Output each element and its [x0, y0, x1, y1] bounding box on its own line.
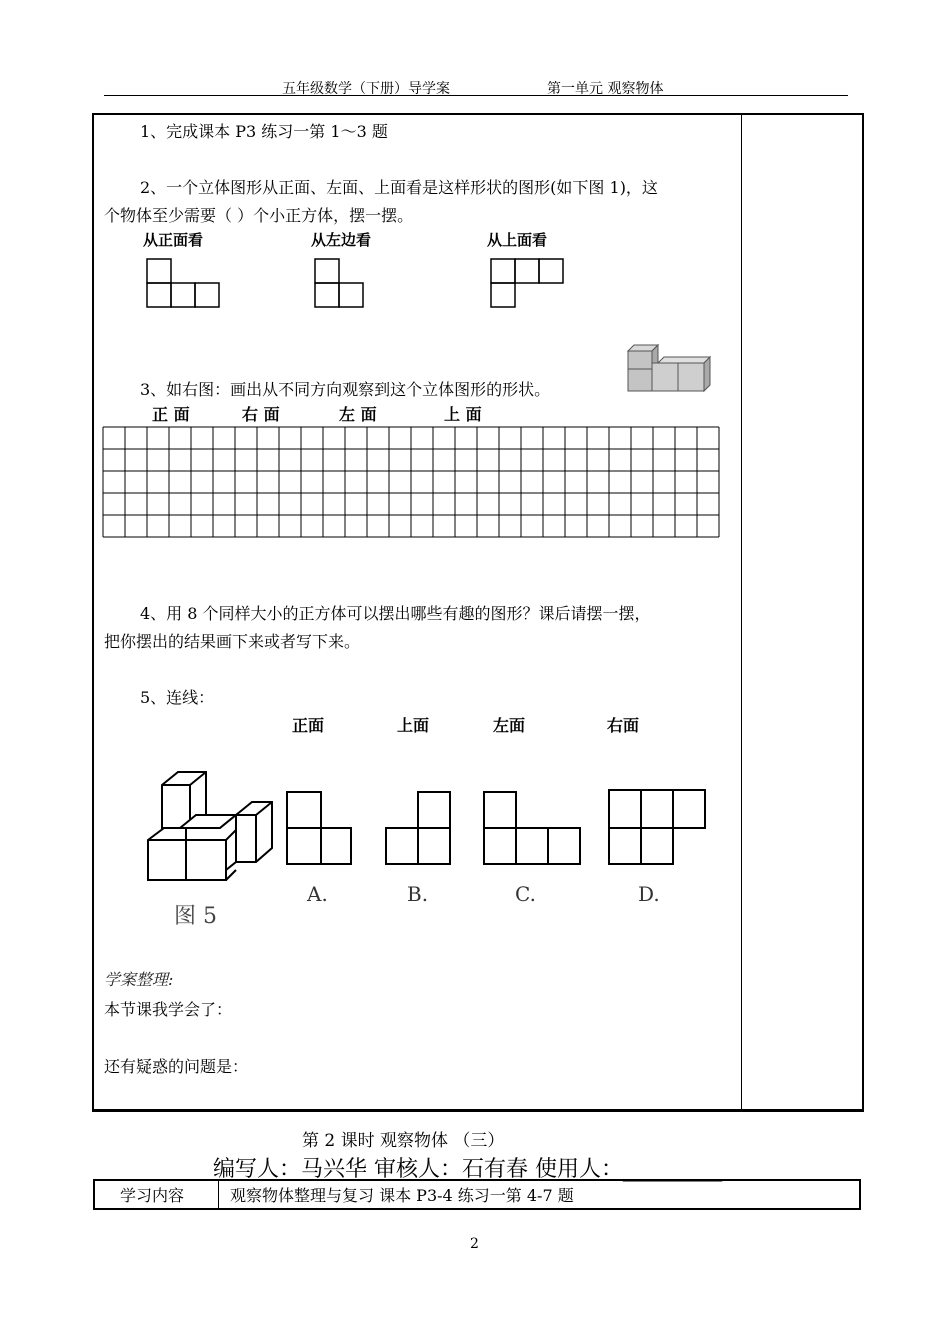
q3-left-label: 左 面: [339, 405, 377, 424]
q5-right-label: 右面: [607, 716, 640, 735]
header-unit: 第一单元 观察物体: [547, 81, 664, 97]
summary-heading: 学案整理:: [104, 970, 174, 989]
summary-questions: 还有疑惑的问题是：: [104, 1057, 249, 1076]
q5-left-label: 左面: [493, 716, 526, 735]
q5-top-label: 上面: [397, 716, 430, 735]
q3-front-label: 正 面: [152, 405, 190, 424]
next-lesson-title: 第 2 课时 观察物体 （三）: [302, 1131, 505, 1151]
learning-content-divider: [218, 1179, 219, 1210]
q5-front-label: 正面: [292, 716, 325, 735]
q3-right-label: 右 面: [242, 405, 280, 424]
question-2-line2: 个物体至少需要（ ）个小正方体，摆一摆。: [104, 206, 414, 225]
page-number: 2: [470, 1236, 479, 1252]
q3-solid-figure: [626, 343, 716, 395]
q5-option-b-letter: B.: [407, 882, 429, 906]
q2-left-view-label: 从左边看: [311, 231, 372, 249]
header-title: 五年级数学（下册）导学案: [282, 81, 450, 97]
question-5: 5、连线：: [140, 688, 215, 707]
q5-option-a-shape[interactable]: [285, 790, 355, 870]
question-3: 3、如右图：画出从不同方向观察到这个立体图形的形状。: [140, 380, 551, 399]
q2-left-view-shape: [314, 258, 366, 308]
q5-option-a-letter: A.: [307, 882, 328, 906]
q5-figure-caption: 图 5: [174, 904, 217, 929]
next-lesson-signature: 编写人：马兴华 审核人：石有春 使用人：_________: [213, 1157, 722, 1182]
question-4-line1: 4、用 8 个同样大小的正方体可以摆出哪些有趣的图形？课后请摆一摆，: [140, 604, 651, 623]
q3-top-label: 上 面: [444, 405, 482, 424]
learning-content-label: 学习内容: [120, 1186, 185, 1205]
header-rule: [104, 95, 848, 96]
q5-option-b-shape[interactable]: [384, 790, 454, 870]
q5-option-c-letter: C.: [515, 882, 536, 906]
margin-column-divider: [741, 113, 742, 1109]
q5-option-d-letter: D.: [638, 882, 660, 906]
question-1: 1、完成课本 P3 练习一第 1～3 题: [140, 122, 388, 141]
learning-content-value: 观察物体整理与复习 课本 P3-4 练习一第 4-7 题: [230, 1186, 574, 1205]
q2-top-view-shape: [490, 258, 565, 308]
q5-cube-figure: [140, 770, 280, 885]
q5-option-c-shape[interactable]: [482, 790, 584, 870]
q2-front-view-shape: [146, 258, 221, 308]
question-4-line2: 把你摆出的结果画下来或者写下来。: [104, 632, 361, 651]
q3-drawing-grid[interactable]: [103, 427, 719, 537]
summary-learned: 本节课我学会了：: [104, 1000, 233, 1019]
q2-front-view-label: 从正面看: [143, 231, 204, 249]
q2-top-view-label: 从上面看: [487, 231, 548, 249]
q5-option-d-shape[interactable]: [607, 788, 709, 870]
question-2-line1: 2、一个立体图形从正面、左面、上面看是这样形状的图形(如下图 1)，这: [140, 178, 658, 197]
